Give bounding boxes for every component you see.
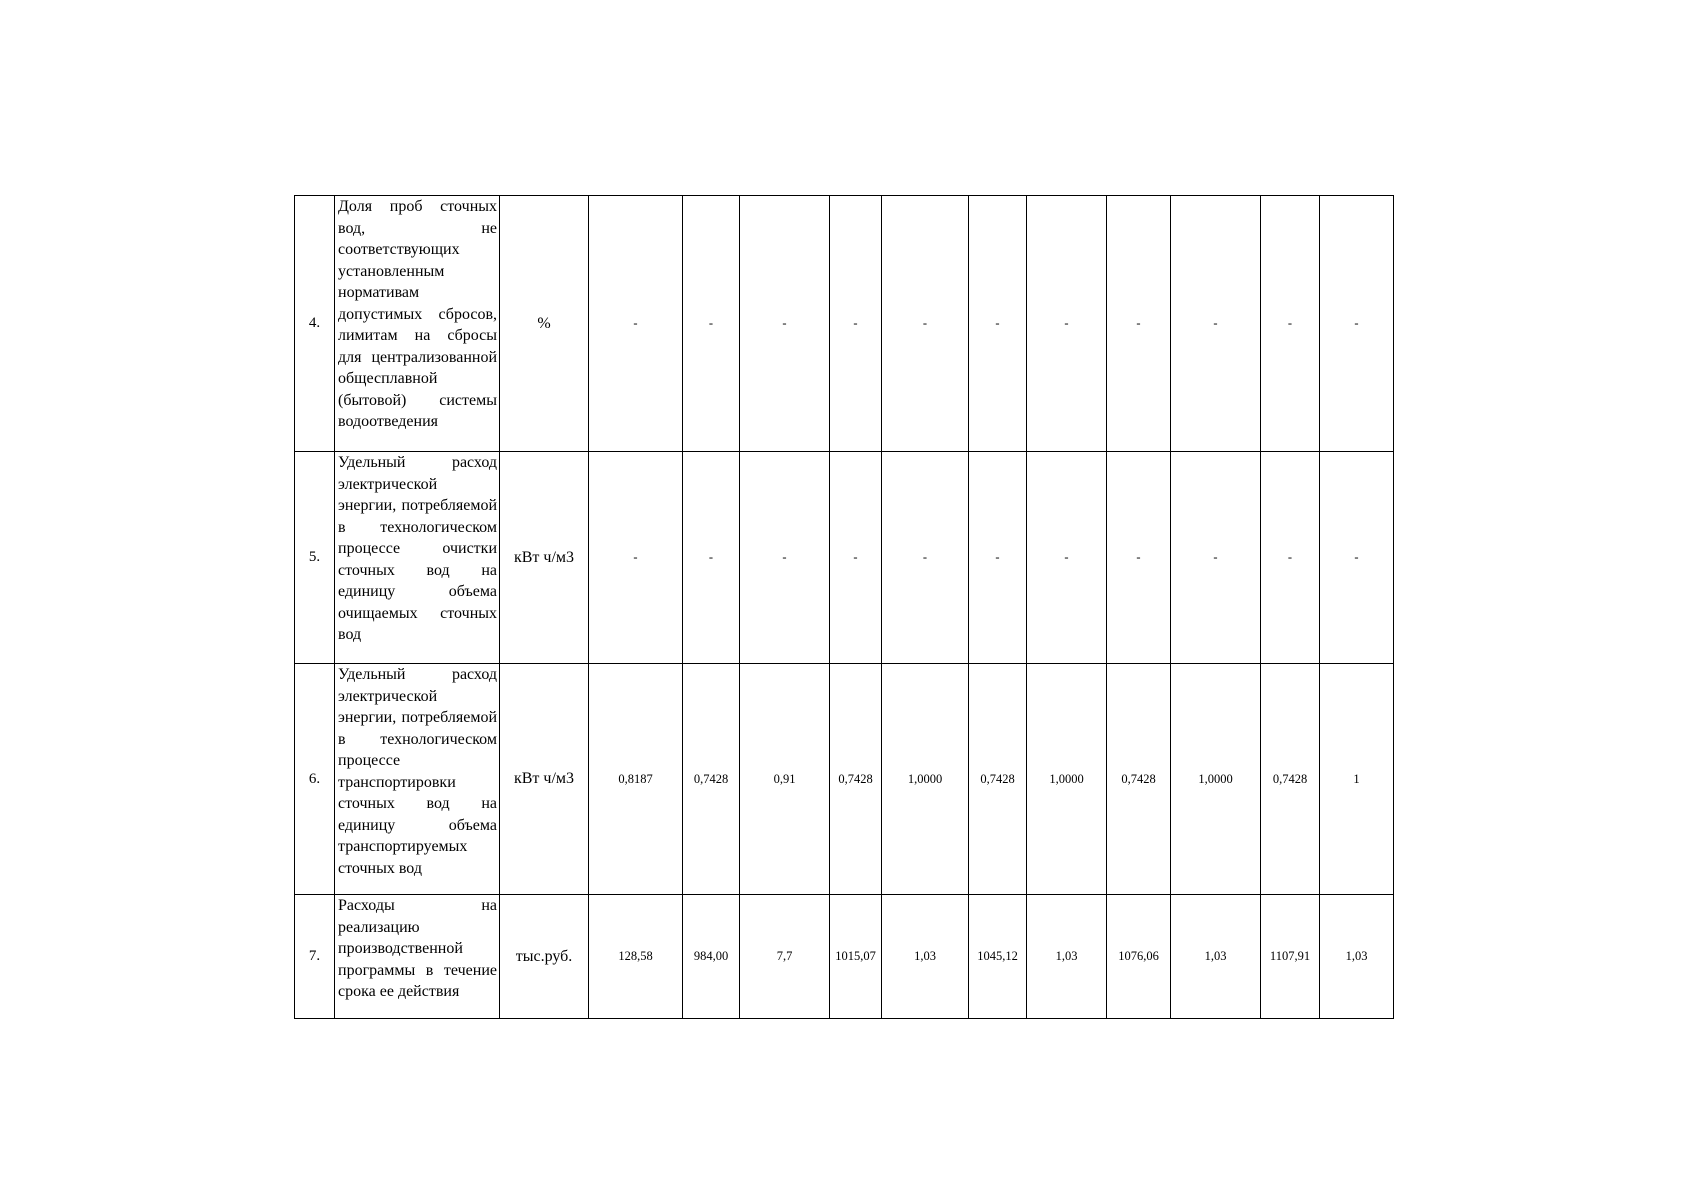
value-cell: - [740, 452, 830, 664]
value-cell: - [830, 196, 882, 452]
value-cell: - [882, 196, 969, 452]
value-cell: 1,0000 [1027, 664, 1107, 895]
value-cell: 1107,91 [1261, 895, 1320, 1019]
table-row [295, 196, 1394, 452]
value-cell: - [1261, 452, 1320, 664]
value-cell: - [683, 452, 740, 664]
row-number: 5. [295, 452, 335, 664]
value-cell: 7,7 [740, 895, 830, 1019]
table-row [295, 664, 1394, 895]
value-cell: 1,0000 [1171, 664, 1261, 895]
value-cell: 0,7428 [969, 664, 1027, 895]
indicators-table-body [295, 196, 1394, 1019]
value-cell: 1045,12 [969, 895, 1027, 1019]
value-cell: - [969, 196, 1027, 452]
table-row [295, 452, 1394, 664]
value-cell: 984,00 [683, 895, 740, 1019]
value-cell: - [1171, 196, 1261, 452]
value-cell: - [1027, 196, 1107, 452]
unit-of-measure: тыс.руб. [500, 895, 589, 1019]
value-cell: - [1027, 452, 1107, 664]
value-cell: 1,0000 [882, 664, 969, 895]
indicator-name: Расходы на реализацию производственной программы в течение срока ее действия [335, 895, 500, 1019]
indicator-name: Удельный расход электрической энергии, потребляемой в технологическом процессе очистки сточных вод на единицу объема очищаемых сточных вод [335, 452, 500, 664]
value-cell: 128,58 [589, 895, 683, 1019]
value-cell: 1,03 [1320, 895, 1394, 1019]
value-cell: 1,03 [1027, 895, 1107, 1019]
value-cell: 0,7428 [683, 664, 740, 895]
indicators-table [294, 195, 1394, 1019]
value-cell: 1,03 [1171, 895, 1261, 1019]
value-cell: 1 [1320, 664, 1394, 895]
value-cell: 1,03 [882, 895, 969, 1019]
value-cell: - [1171, 452, 1261, 664]
table-row [295, 895, 1394, 1019]
value-cell: 1015,07 [830, 895, 882, 1019]
value-cell: 0,7428 [1261, 664, 1320, 895]
value-cell: - [882, 452, 969, 664]
value-cell: 0,91 [740, 664, 830, 895]
unit-of-measure: кВт ч/м3 [500, 664, 589, 895]
indicator-name: Удельный расход электрической энергии, потребляемой в технологическом процессе транспортировки сточных вод на единицу объема транспортируемых сточных вод [335, 664, 500, 895]
value-cell: - [1261, 196, 1320, 452]
value-cell: - [740, 196, 830, 452]
value-cell: - [589, 196, 683, 452]
unit-of-measure: кВт ч/м3 [500, 452, 589, 664]
row-number: 4. [295, 196, 335, 452]
row-number: 6. [295, 664, 335, 895]
value-cell: - [969, 452, 1027, 664]
value-cell: - [1107, 196, 1171, 452]
value-cell: - [1107, 452, 1171, 664]
value-cell: - [683, 196, 740, 452]
value-cell: - [830, 452, 882, 664]
value-cell: - [1320, 452, 1394, 664]
value-cell: - [589, 452, 683, 664]
value-cell: 0,7428 [1107, 664, 1171, 895]
value-cell: - [1320, 196, 1394, 452]
value-cell: 1076,06 [1107, 895, 1171, 1019]
row-number: 7. [295, 895, 335, 1019]
value-cell: 0,7428 [830, 664, 882, 895]
value-cell: 0,8187 [589, 664, 683, 895]
unit-of-measure: % [500, 196, 589, 452]
indicator-name: Доля проб сточных вод, не соответствующих установленным нормативам допустимых сбросов, лимитам на сбросы для централизованной общесплавной (бытовой) системы водоотведения [335, 196, 500, 452]
